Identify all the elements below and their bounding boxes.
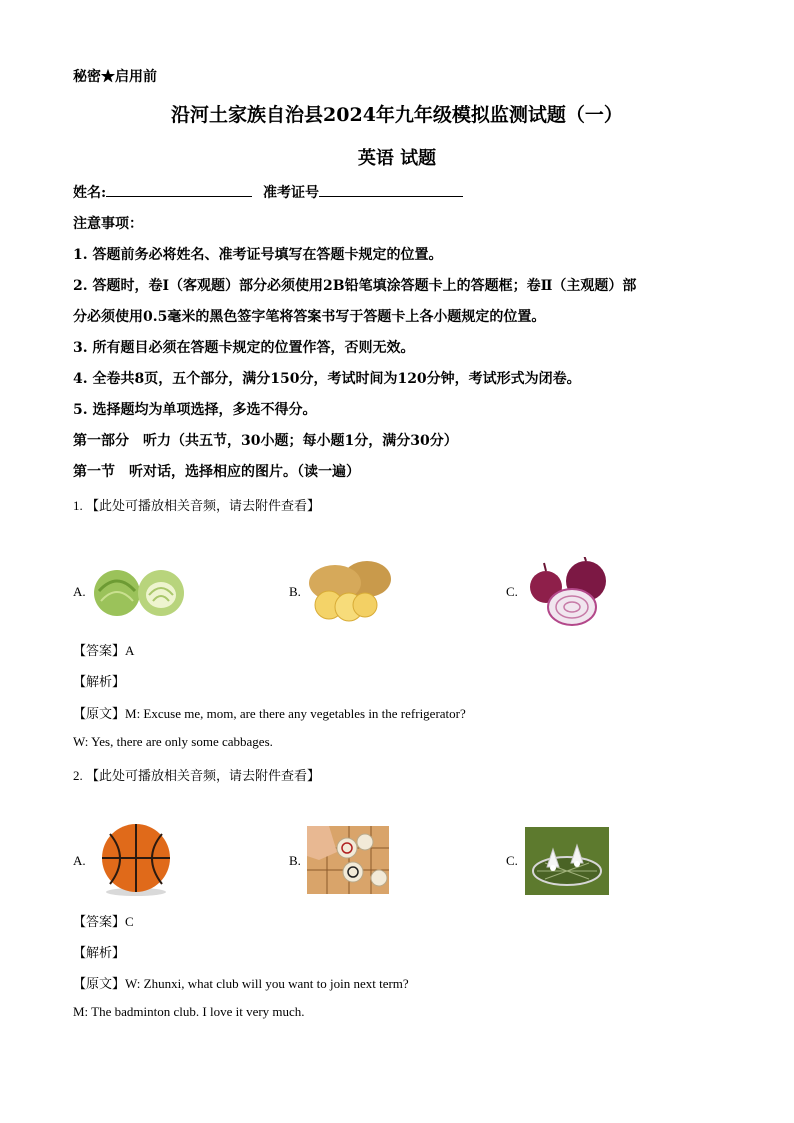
- name-label: 姓名:: [73, 185, 107, 201]
- option-label-a: A.: [73, 584, 86, 599]
- option-label-a: A.: [73, 853, 86, 868]
- answer-value: A: [125, 643, 135, 658]
- exam-subtitle: 英语 试题: [357, 148, 437, 169]
- id-label: 准考证号: [263, 185, 320, 201]
- part-heading: 第一部分 听力（共五节，30小题；每小题1分，满分30分）: [73, 433, 458, 449]
- notice-item: 1. 答题前务必将姓名、准考证号填写在答题卡规定的位置。: [73, 247, 443, 263]
- notice-item: 5. 选择题均为单项选择，多选不得分。: [73, 402, 317, 418]
- transcript-line: [73, 973, 409, 992]
- notice-item: 4. 全卷共8页，五个部分，满分150分，考试时间为120分钟，考试形式为闭卷。: [73, 371, 581, 387]
- answer-value: C: [125, 914, 134, 929]
- option-label-b: B.: [289, 584, 301, 599]
- option-label-c: C.: [506, 584, 518, 599]
- confidential-mark: 秘密★启用前: [73, 69, 157, 85]
- transcript-line: M: The badminton club. I love it very much.: [73, 1004, 305, 1019]
- id-blank: [319, 184, 463, 197]
- notice-item: 2. 答题时，卷Ⅰ（客观题）部分必须使用2B铅笔填涂答题卡上的答题框；卷Ⅱ（主观题）部: [73, 278, 637, 294]
- chinese-chess-image: [307, 826, 389, 898]
- potato-image: [305, 555, 395, 631]
- transcript-line: [73, 703, 466, 722]
- section-heading: 第一节 听对话，选择相应的图片。（读一遍）: [73, 464, 360, 480]
- original-label: 【原文】: [73, 706, 126, 721]
- transcript-line: W: Yes, there are only some cabbages.: [73, 734, 273, 749]
- name-blank: [106, 184, 252, 197]
- answer-label: 【答案】: [73, 643, 126, 658]
- transcript-text: W: Zhunxi, what club will you want to join next term?: [125, 976, 409, 991]
- notice-item: 分必须使用0.5毫米的黑色签字笔将答案书写于答题卡上各小题规定的位置。: [73, 309, 546, 325]
- notice-item: 3. 所有题目必须在答题卡规定的位置作答，否则无效。: [73, 340, 415, 356]
- onion-image: [526, 557, 610, 633]
- basketball-image: [96, 822, 176, 902]
- notice-heading: 注意事项：: [73, 216, 143, 232]
- name-row: [73, 182, 463, 202]
- option-label-b: B.: [289, 853, 301, 868]
- badminton-image: [525, 827, 609, 899]
- question-prompt: 1. 【此处可播放相关音频，请去附件查看】: [73, 498, 321, 513]
- answer-row: [73, 911, 134, 930]
- transcript-text: M: Excuse me, mom, are there any vegetables in the refrigerator?: [125, 706, 466, 721]
- answer-label: 【答案】: [73, 914, 126, 929]
- cabbage-image: [91, 561, 187, 625]
- option-label-c: C.: [506, 853, 518, 868]
- original-label: 【原文】: [73, 976, 126, 991]
- question-prompt: 2. 【此处可播放相关音频，请去附件查看】: [73, 768, 321, 783]
- analysis-label: 【解析】: [73, 674, 126, 689]
- exam-title: 沿河土家族自治县2024年九年级模拟监测试题（一）: [171, 104, 623, 126]
- analysis-label: 【解析】: [73, 945, 126, 960]
- answer-row: [73, 640, 134, 659]
